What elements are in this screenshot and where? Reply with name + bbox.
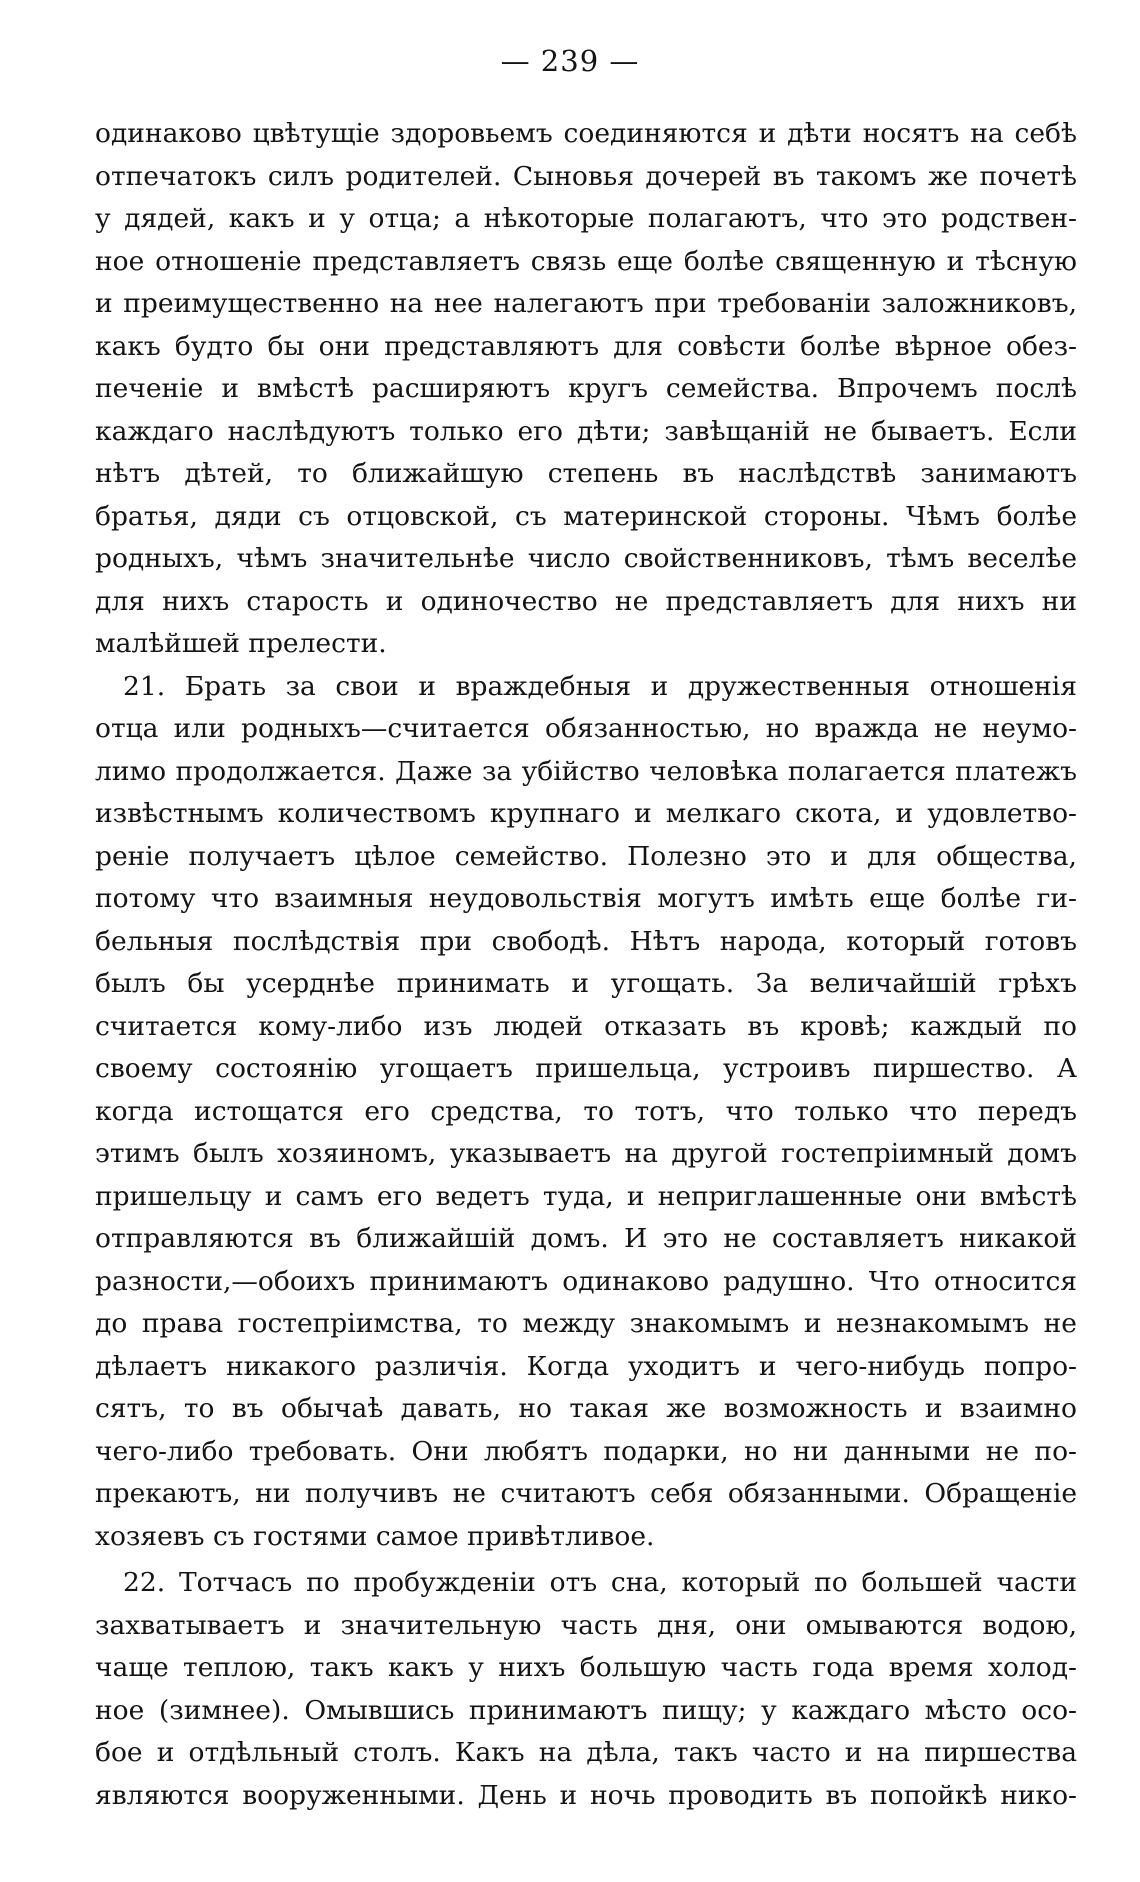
text-line: дѣлаетъ никакого различія. Когда уходитъ и чего-нибудь попро- bbox=[95, 1350, 1077, 1382]
text-line: отпечатокъ силъ родителей. Сыновья дочерей въ такомъ же почетѣ bbox=[95, 160, 1077, 192]
text-line: печеніе и вмѣстѣ расширяютъ кругъ семейства. Впрочемъ послѣ bbox=[95, 373, 1077, 404]
text-line: одинаково цвѣтущіе здоровьемъ соединяются и дѣти носятъ на себѣ bbox=[95, 118, 1077, 149]
text-line: каждаго наслѣдуютъ только его дѣти; завѣщаній не бываетъ. Если bbox=[95, 415, 1077, 447]
text-line: своему состоянію угощаетъ пришельца, устроивъ пиршество. А bbox=[95, 1053, 1077, 1084]
text-line: нѣтъ дѣтей, то ближайшую степень въ наслѣдствѣ занимаютъ bbox=[95, 458, 1077, 489]
text-line: родныхъ, чѣмъ значительнѣе число свойственниковъ, тѣмъ веселѣе bbox=[95, 543, 1077, 574]
text-line: пришельцу и самъ его ведетъ туда, и неприглашенные они вмѣстѣ bbox=[95, 1180, 1077, 1212]
text-line: разности,—обоихъ принимаютъ одинаково радушно. Что относится bbox=[95, 1265, 1077, 1297]
paragraph-end-line: хозяевъ съ гостями самое привѣтливое. bbox=[95, 1520, 655, 1552]
text-line: ное (зимнее). Омывшись принимаютъ пищу; у каждаго мѣсто осо- bbox=[95, 1694, 1077, 1726]
text-line: отца или родныхъ—считается обязанностью, но вражда не неумо- bbox=[95, 713, 1077, 744]
text-line: потому что взаимныя неудовольствія могутъ имѣть еще болѣе ги- bbox=[95, 883, 1077, 914]
text-line: чего-либо требовать. Они любятъ подарки, но ни данными не по- bbox=[95, 1435, 1077, 1467]
text-line: захватываетъ и значительную часть дня, они омываются водою, bbox=[95, 1609, 1077, 1641]
text-line: сятъ, то въ обычаѣ давать, но такая же возможность и взаимно bbox=[95, 1393, 1077, 1424]
text-line: до права гостепріимства, то между знакомымъ и незнакомымъ не bbox=[95, 1308, 1077, 1339]
text-line: братья, дяди съ отцовской, съ материнской стороны. Чѣмъ болѣе bbox=[95, 500, 1077, 532]
text-line: прекаютъ, ни получивъ не считаютъ себя обязанными. Обращеніе bbox=[95, 1478, 1077, 1509]
text-line: бельныя послѣдствія при свободѣ. Нѣтъ народа, который готовъ bbox=[95, 925, 1077, 957]
paragraph-end-line: малѣйшей прелести. bbox=[95, 628, 387, 659]
text-line: лимо продолжается. Даже за убійство человѣка полагается платежъ bbox=[95, 755, 1077, 787]
text-line: и преимущественно на нее налегаютъ при требованіи заложниковъ, bbox=[95, 288, 1077, 319]
section-21-start-line: 21. Брать за свои и враждебныя и дружественныя отношенія bbox=[123, 670, 1077, 702]
text-line: какъ будто бы они представляютъ для совѣсти болѣе вѣрное обез- bbox=[95, 330, 1077, 362]
text-line: отправляются въ ближайшій домъ. И это не составляетъ никакой bbox=[95, 1223, 1077, 1254]
text-line: для нихъ старость и одиночество не представляетъ для нихъ ни bbox=[95, 585, 1077, 617]
text-line: у дядей, какъ и у отца; а нѣкоторые полагаютъ, что это родствен- bbox=[95, 203, 1077, 234]
text-line: бое и отдѣльный столъ. Какъ на дѣла, такъ часто и на пиршества bbox=[95, 1737, 1077, 1768]
text-line: реніе получаетъ цѣлое семейство. Полезно это и для общества, bbox=[95, 840, 1077, 872]
text-line: когда истощатся его средства, то тотъ, что только что передъ bbox=[95, 1095, 1077, 1127]
text-line: этимъ былъ хозяиномъ, указываетъ на другой гостепріимный домъ bbox=[95, 1138, 1077, 1169]
text-line: являются вооруженными. День и ночь проводить въ попойкѣ нико- bbox=[95, 1779, 1077, 1811]
text-line: былъ бы усерднѣе принимать и угощать. За величайшій грѣхъ bbox=[95, 968, 1077, 999]
text-line: ное отношеніе представляетъ связь еще болѣе священную и тѣсную bbox=[95, 245, 1077, 277]
section-22-start-line: 22. Тотчасъ по пробужденіи отъ сна, который по большей части bbox=[123, 1567, 1077, 1598]
text-line: чаще теплою, такъ какъ у нихъ большую часть года время холод- bbox=[95, 1652, 1077, 1683]
text-line: считается кому-либо изъ людей отказать въ кровѣ; каждый по bbox=[95, 1010, 1077, 1042]
page-number: — 239 — bbox=[500, 44, 640, 78]
text-line: извѣстнымъ количествомъ крупнаго и мелкаго скота, и удовлетво- bbox=[95, 798, 1077, 829]
body-text bbox=[95, 113, 1077, 1817]
